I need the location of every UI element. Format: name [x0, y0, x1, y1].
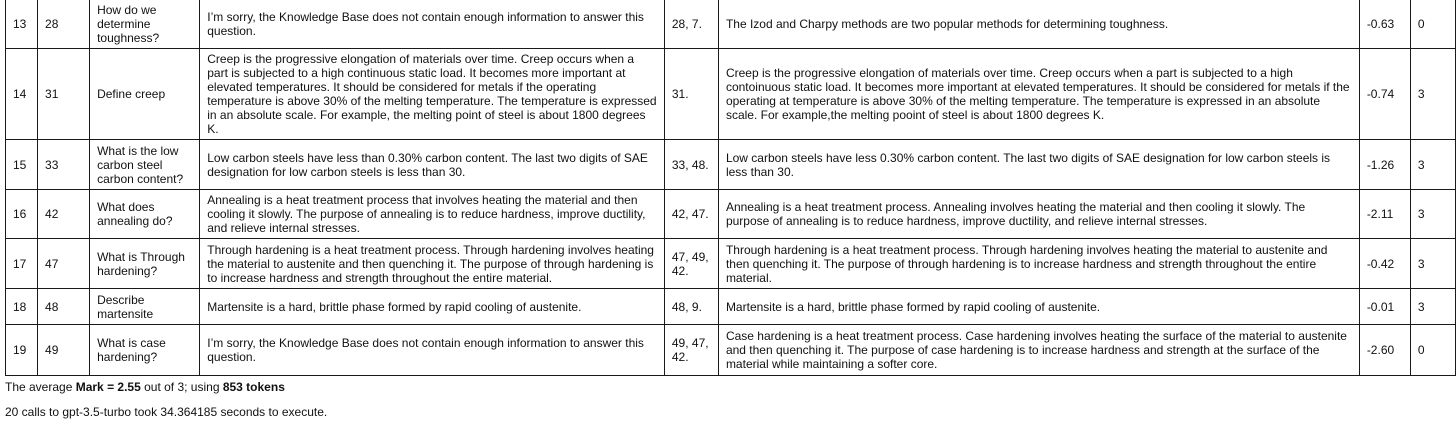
- question: How do we determine toughness?: [90, 0, 200, 49]
- summary-middle: out of 3; using: [140, 380, 223, 394]
- reference-answer: Low carbon steels have less 0.30% carbon content. The last two digits of SAE designation for low carbon steels is less than 30.: [718, 140, 1359, 190]
- generated-answer: Creep is the progressive elongation of materials over time. Creep occurs when a part is subjected to a high continuous static load. It becomes more important at elevated temperatures. It should be considered for metals if the operating temperature is above 30% of the melting temperature. The temperature is expressed in an absolute scale. For example, the melting point of steel is about 1800 degrees K.: [200, 49, 665, 140]
- score: -2.11: [1359, 190, 1410, 239]
- table-row: [6, 239, 1456, 289]
- score: -0.42: [1359, 239, 1410, 289]
- score: -1.26: [1359, 140, 1410, 190]
- generated-answer: I’m sorry, the Knowledge Base does not contain enough information to answer this question.: [200, 0, 665, 49]
- reference-answer: Martensite is a hard, brittle phase formed by rapid cooling of austenite.: [718, 289, 1359, 325]
- question-id: 28: [38, 0, 90, 49]
- reference-answer: The Izod and Charpy methods are two popular methods for determining toughness.: [718, 0, 1359, 49]
- mark: 3: [1410, 289, 1455, 325]
- score: -0.63: [1359, 0, 1410, 49]
- mark: 3: [1410, 140, 1455, 190]
- question: What does annealing do?: [90, 190, 200, 239]
- generated-answer: Martensite is a hard, brittle phase formed by rapid cooling of austenite.: [200, 289, 665, 325]
- generated-answer: Low carbon steels have less than 0.30% carbon content. The last two digits of SAE designation for low carbon steels is less than 30.: [200, 140, 665, 190]
- question-id: 31: [38, 49, 90, 140]
- row-index: 13: [6, 0, 38, 49]
- source-refs: 42, 47.: [664, 190, 718, 239]
- reference-answer: Case hardening is a heat treatment process. Case hardening involves heating the surface of the material to austenite and then quenching it. The purpose of case hardening is to increase hardness and strength at the surface of the material while maintaining a softer core.: [718, 325, 1359, 376]
- question: Describe martensite: [90, 289, 200, 325]
- mark: 0: [1410, 325, 1455, 376]
- question-id: 42: [38, 190, 90, 239]
- table-row: [6, 49, 1456, 140]
- row-index: 17: [6, 239, 38, 289]
- question: What is Through hardening?: [90, 239, 200, 289]
- source-refs: 49, 47, 42.: [664, 325, 718, 376]
- row-index: 19: [6, 325, 38, 376]
- summary-prefix: The average: [5, 380, 76, 394]
- average-mark-summary: [5, 380, 285, 394]
- results-table: [5, 0, 1456, 376]
- source-refs: 33, 48.: [664, 140, 718, 190]
- token-count: 853 tokens: [222, 380, 285, 394]
- average-mark: Mark = 2.55: [75, 380, 141, 394]
- execution-time-note: 20 calls to gpt-3.5-turbo took 34.364185 seconds to execute.: [5, 405, 328, 419]
- table-row: [6, 325, 1456, 376]
- source-refs: 47, 49, 42.: [664, 239, 718, 289]
- question-id: 48: [38, 289, 90, 325]
- row-index: 15: [6, 140, 38, 190]
- question-id: 47: [38, 239, 90, 289]
- question: Define creep: [90, 49, 200, 140]
- mark: 0: [1410, 0, 1455, 49]
- source-refs: 48, 9.: [664, 289, 718, 325]
- mark: 3: [1410, 49, 1455, 140]
- table-row: [6, 190, 1456, 239]
- table-row: [6, 0, 1456, 49]
- table-row: [6, 140, 1456, 190]
- source-refs: 31.: [664, 49, 718, 140]
- row-index: 18: [6, 289, 38, 325]
- generated-answer: Through hardening is a heat treatment process. Through hardening involves heating the material to austenite and then quenching it. The purpose of through hardening is to increase hardness and strength throughout the entire material.: [200, 239, 665, 289]
- score: -0.01: [1359, 289, 1410, 325]
- question: What is the low carbon steel carbon content?: [90, 140, 200, 190]
- mark: 3: [1410, 239, 1455, 289]
- question-id: 49: [38, 325, 90, 376]
- generated-answer: I’m sorry, the Knowledge Base does not contain enough information to answer this question.: [200, 325, 665, 376]
- reference-answer: Annealing is a heat treatment process. Annealing involves heating the material and then cooling it slowly. The purpose of annealing is to reduce hardness, improve ductility, and relieve internal stresses.: [718, 190, 1359, 239]
- reference-answer: Creep is the progressive elongation of materials over time. Creep occurs when a part is subjected to a high contoinuous static load. It becomes more important at elevated temperatures. It should be considered for metals if the operating at temperature is above 30% of the melting temperature. The temperature is expressed in an absolute scale. For example,the melting pooint of steel is about 1800 degrees K.: [718, 49, 1359, 140]
- reference-answer: Through hardening is a heat treatment process. Through hardening involves heating the material to austenite and then quenching it. The purpose of through hardening is to increase hardness and strength throughout the entire material.: [718, 239, 1359, 289]
- mark: 3: [1410, 190, 1455, 239]
- row-index: 16: [6, 190, 38, 239]
- generated-answer: Annealing is a heat treatment process that involves heating the material and then cooling it slowly. The purpose of annealing is to reduce hardness, improve ductility, and relieve internal stresses.: [200, 190, 665, 239]
- question: What is case hardening?: [90, 325, 200, 376]
- score: -0.74: [1359, 49, 1410, 140]
- table-row: [6, 289, 1456, 325]
- source-refs: 28, 7.: [664, 0, 718, 49]
- score: -2.60: [1359, 325, 1410, 376]
- row-index: 14: [6, 49, 38, 140]
- question-id: 33: [38, 140, 90, 190]
